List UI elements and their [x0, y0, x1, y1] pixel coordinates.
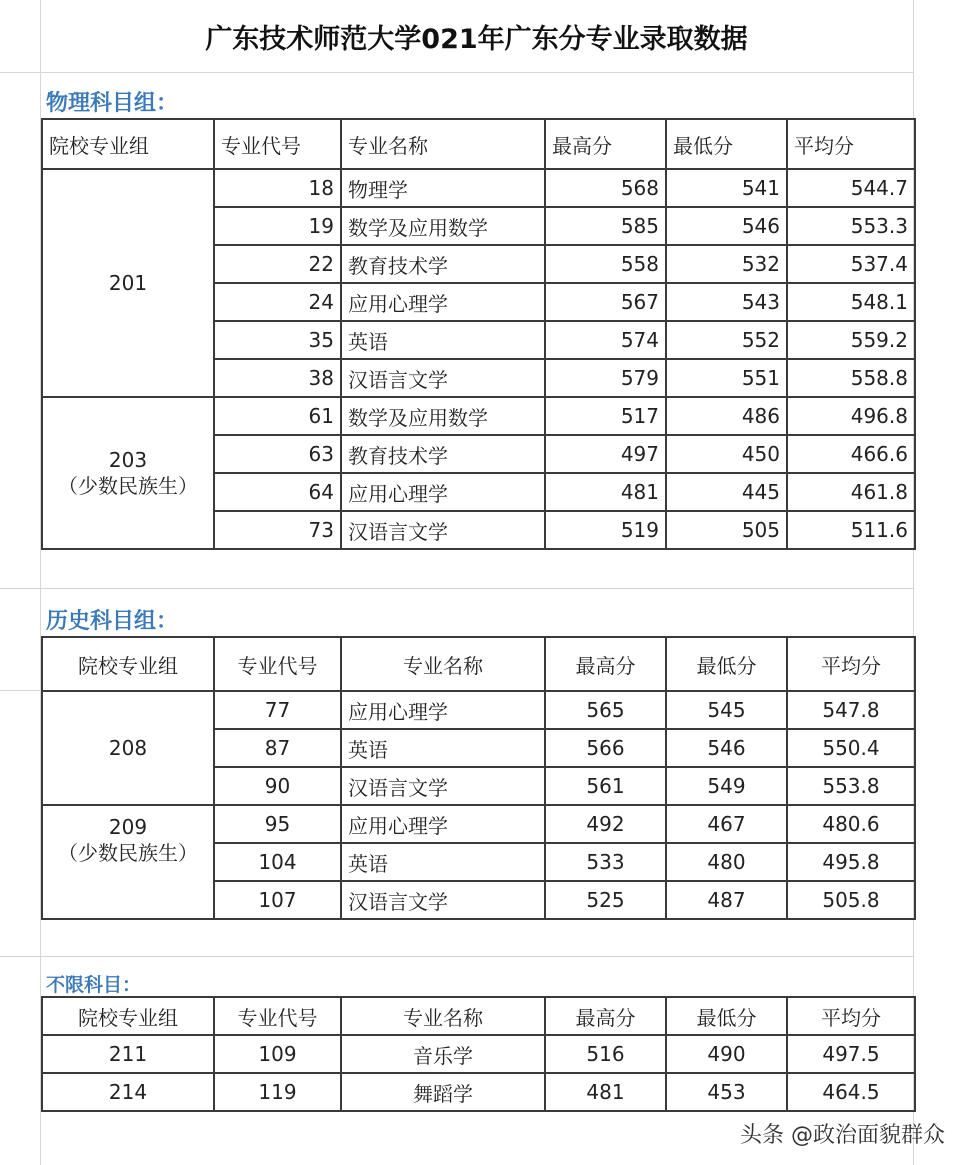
max-score: 525	[545, 881, 666, 919]
avg-score: 553.8	[787, 767, 915, 805]
major-code: 90	[214, 767, 341, 805]
major-name: 英语	[341, 321, 545, 359]
group-note: （少数民族生）	[58, 474, 198, 498]
max-score: 497	[545, 435, 666, 473]
major-name: 舞蹈学	[341, 1073, 545, 1111]
min-score: 551	[666, 359, 787, 397]
major-name: 应用心理学	[341, 691, 545, 729]
min-score: 487	[666, 881, 787, 919]
min-score: 490	[666, 1035, 787, 1073]
major-name: 物理学	[341, 169, 545, 207]
header-code: 专业代号	[214, 637, 341, 691]
group-number: 211	[42, 1035, 214, 1073]
header-max: 最高分	[545, 997, 666, 1035]
major-name: 英语	[341, 843, 545, 881]
header-name: 专业名称	[341, 637, 545, 691]
max-score: 579	[545, 359, 666, 397]
group-number: 203	[108, 448, 148, 472]
header-name: 专业名称	[341, 119, 545, 169]
major-name: 教育技术学	[341, 435, 545, 473]
sheet-gridline	[0, 690, 40, 691]
physics-table	[41, 118, 916, 550]
header-group: 院校专业组	[42, 997, 214, 1035]
header-avg: 平均分	[787, 637, 915, 691]
header-min: 最低分	[666, 997, 787, 1035]
min-score: 552	[666, 321, 787, 359]
major-code: 38	[214, 359, 341, 397]
avg-score: 511.6	[787, 511, 915, 549]
table-row	[42, 805, 915, 843]
header-min: 最低分	[666, 637, 787, 691]
max-score: 574	[545, 321, 666, 359]
avg-score: 480.6	[787, 805, 915, 843]
major-code: 35	[214, 321, 341, 359]
header-name: 专业名称	[341, 997, 545, 1035]
min-score: 541	[666, 169, 787, 207]
avg-score: 547.8	[787, 691, 915, 729]
header-avg: 平均分	[787, 119, 915, 169]
min-score: 546	[666, 729, 787, 767]
header-code: 专业代号	[214, 997, 341, 1035]
group-note: （少数民族生）	[58, 841, 198, 865]
major-name: 汉语言文学	[341, 767, 545, 805]
max-score: 516	[545, 1035, 666, 1073]
group-number: 214	[42, 1073, 214, 1111]
page-title: 广东技术师范大学021年广东分专业录取数据	[205, 23, 748, 55]
major-code: 18	[214, 169, 341, 207]
table-row	[42, 169, 915, 207]
group-cell	[42, 691, 214, 805]
max-score: 565	[545, 691, 666, 729]
major-code: 73	[214, 511, 341, 549]
major-code: 87	[214, 729, 341, 767]
min-score: 505	[666, 511, 787, 549]
major-code: 63	[214, 435, 341, 473]
major-code: 119	[214, 1073, 341, 1111]
max-score: 568	[545, 169, 666, 207]
section-label-physics: 物理科目组：	[46, 91, 179, 116]
header-max: 最高分	[545, 119, 666, 169]
major-code: 95	[214, 805, 341, 843]
table-row	[42, 1073, 915, 1111]
major-code: 77	[214, 691, 341, 729]
major-name: 汉语言文学	[341, 359, 545, 397]
section-label-history: 历史科目组：	[46, 609, 179, 634]
min-score: 445	[666, 473, 787, 511]
header-group: 院校专业组	[42, 637, 214, 691]
min-score: 450	[666, 435, 787, 473]
table-row	[42, 1035, 915, 1073]
major-name: 音乐学	[341, 1035, 545, 1073]
min-score: 549	[666, 767, 787, 805]
header-group: 院校专业组	[42, 119, 214, 169]
major-code: 104	[214, 843, 341, 881]
avg-score: 495.8	[787, 843, 915, 881]
major-code: 64	[214, 473, 341, 511]
min-score: 532	[666, 245, 787, 283]
group-cell	[42, 169, 214, 397]
major-name: 数学及应用数学	[341, 397, 545, 435]
section-label-unrestricted: 不限科目：	[46, 974, 142, 996]
table-header-row	[42, 637, 915, 691]
max-score: 567	[545, 283, 666, 321]
group-number: 209	[108, 815, 148, 839]
min-score: 543	[666, 283, 787, 321]
major-name: 数学及应用数学	[341, 207, 545, 245]
sheet-gridline	[0, 956, 913, 957]
max-score: 585	[545, 207, 666, 245]
group-number: 208	[108, 736, 148, 760]
table-header-row	[42, 119, 915, 169]
max-score: 481	[545, 1073, 666, 1111]
min-score: 545	[666, 691, 787, 729]
major-name: 英语	[341, 729, 545, 767]
header-avg: 平均分	[787, 997, 915, 1035]
unrestricted-table	[41, 996, 916, 1112]
major-name: 汉语言文学	[341, 511, 545, 549]
min-score: 486	[666, 397, 787, 435]
header-code: 专业代号	[214, 119, 341, 169]
major-name: 应用心理学	[341, 473, 545, 511]
header-min: 最低分	[666, 119, 787, 169]
history-table	[41, 636, 916, 920]
header-max: 最高分	[545, 637, 666, 691]
major-code: 24	[214, 283, 341, 321]
min-score: 467	[666, 805, 787, 843]
max-score: 492	[545, 805, 666, 843]
avg-score: 544.7	[787, 169, 915, 207]
major-code: 61	[214, 397, 341, 435]
group-cell	[42, 805, 214, 919]
max-score: 566	[545, 729, 666, 767]
group-number: 201	[108, 271, 148, 295]
avg-score: 553.3	[787, 207, 915, 245]
major-name: 应用心理学	[341, 805, 545, 843]
table-row	[42, 397, 915, 435]
min-score: 453	[666, 1073, 787, 1111]
avg-score: 466.6	[787, 435, 915, 473]
min-score: 546	[666, 207, 787, 245]
major-code: 107	[214, 881, 341, 919]
min-score: 480	[666, 843, 787, 881]
major-name: 应用心理学	[341, 283, 545, 321]
avg-score: 548.1	[787, 283, 915, 321]
table-row	[42, 691, 915, 729]
avg-score: 464.5	[787, 1073, 915, 1111]
sheet-gridline	[0, 588, 913, 589]
avg-score: 497.5	[787, 1035, 915, 1073]
major-code: 22	[214, 245, 341, 283]
major-code: 19	[214, 207, 341, 245]
max-score: 561	[545, 767, 666, 805]
avg-score: 496.8	[787, 397, 915, 435]
max-score: 558	[545, 245, 666, 283]
sheet-gridline	[0, 72, 913, 73]
table-header-row	[42, 997, 915, 1035]
max-score: 481	[545, 473, 666, 511]
avg-score: 505.8	[787, 881, 915, 919]
avg-score: 550.4	[787, 729, 915, 767]
major-code: 109	[214, 1035, 341, 1073]
max-score: 533	[545, 843, 666, 881]
max-score: 517	[545, 397, 666, 435]
group-cell	[42, 397, 214, 549]
watermark-text: 头条 @政治面貌群众	[740, 1123, 945, 1148]
avg-score: 558.8	[787, 359, 915, 397]
avg-score: 461.8	[787, 473, 915, 511]
major-name: 教育技术学	[341, 245, 545, 283]
avg-score: 559.2	[787, 321, 915, 359]
major-name: 汉语言文学	[341, 881, 545, 919]
avg-score: 537.4	[787, 245, 915, 283]
max-score: 519	[545, 511, 666, 549]
